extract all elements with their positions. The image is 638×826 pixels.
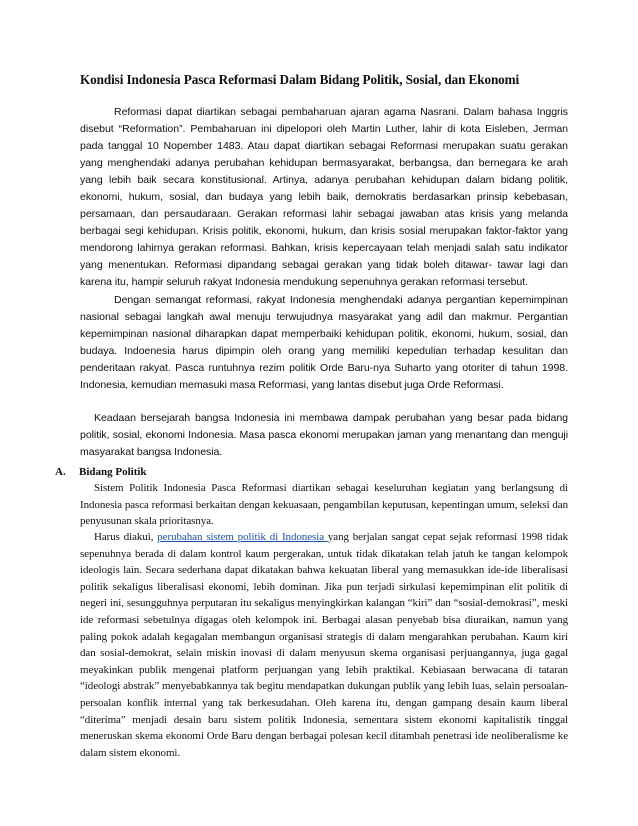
intro-paragraph-1 xyxy=(80,104,568,291)
paragraph-text xyxy=(80,529,568,761)
paragraph-text: Keadaan bersejarah bangsa Indonesia ini membawa dampak perubahan yang besar pada bidang politik, sosial, ekonomi Indonesia. Masa pasca ekonomi merupakan jaman yang menantang dan menguji masyarakat bangsa Indonesia. xyxy=(80,412,568,458)
paragraph-text: Reformasi dapat diartikan sebagai pembaharuan ajaran agama Nasrani. Dalam bahasa Inggris disebut “Reformation”. Pembaharuan ini dipelopori oleh Martin Luther, lahir di kota Eisleben, Jerman pada tanggal 10 Nopember 1483. Atau dapat diartikan sebagai Reformasi merupakan suatu gerakan yang menghendaki adanya perubahan kehidupan bermasyarakat, berbangsa, dan bernegara ke arah yang lebih baik secara konstitusional. Artinya, adanya perubahan kehidupan dalam bidang politik, ekonomi, hukum, sosial, dan budaya yang lebih baik, demokratis berdasarkan prinsip kebebasan, persamaan, dan persaudaraan. Gerakan reformasi lahir sebagai jawaban atas krisis yang melanda berbagai segi kehidupan. Krisis politik, ekonomi, hukum, dan krisis sosial merupakan faktor-faktor yang mendorong lahirnya gerakan reformasi. Bahkan, krisis kepercayaan telah menjadi salah satu indikator yang menentukan. Reformasi dipandang sebagai gerakan yang tidak boleh ditawar- tawar lagi dan karena itu, hampir seluruh rakyat Indonesia mendukung sepenuhnya gerakan reformasi tersebut. xyxy=(80,106,568,288)
section-a-paragraph-2 xyxy=(80,529,568,761)
paragraph-text: Sistem Politik Indonesia Pasca Reformasi diartikan sebagai keseluruhan kegiatan yang berlangsung di Indonesia pasca reformasi berkaitan dengan kekuasaan, pengambilan keputusan, kepentingan umum, seleksi dan penyusunan skala prioritasnya. xyxy=(80,482,568,528)
intro-paragraph-2 xyxy=(80,292,568,394)
intro-paragraph-3 xyxy=(80,410,568,461)
section-a-paragraph-1 xyxy=(80,480,568,530)
paragraph-text: Dengan semangat reformasi, rakyat Indonesia menghendaki adanya pergantian kepemimpinan nasional sebagai langkah awal menuju terwujudnya masyarakat yang adil dan makmur. Pergantian kepemimpinan nasional diharapkan dapat memperbaiki kehidupan politik, ekonomi, hukum, sosial, dan budaya. Indoenesia harus dipimpin oleh orang yang memiliki kepedulian terhadap kesulitan dan penderitaan rakyat. Pasca runtuhnya rezim politik Orde Baru-nya Suharto yang otoriter di tahun 1998. Indonesia, kemudian memasuki masa Reformasi, yang lantas disebut juga Orde Reformasi. xyxy=(80,294,568,391)
link-perubahan-sistem-politik[interactable]: perubahan sistem politik di Indonesia xyxy=(157,531,328,543)
paragraph-rest: yang berjalan sangat cepat sejak reformasi 1998 tidak sepenuhnya berada di dalam kontrol kaum pergerakan, untuk tidak dikatakan telah jatuh ke tangan kelompok ideologis lain. Secara sederhana dapat dikatakan bahwa kekuatan liberal yang memasukkan ide-ide liberalisasi politik sekaligus liberalisasi ekonomi, lebih dominan. Jika pun terjadi sirkulasi kepemimpinan elit politik di negeri ini, sesungguhnya perputaran itu sekaligus menyingkirkan kalangan “kiri” dan “sosial-demokrasi”, meski ide reformasi sebetulnya digagas oleh kelompok ini. Berbagai alasan penyebab bisa diuraikan, namun yang paling pokok adalah kegagalan membangun organisasi strategis di dalam mengarahkan perubahan. Kaum kiri dan sosial-demokrat, selain miskin inovasi di dalam menyusun skema organisasi perjuangannya, juga gagal meyakinkan publik mengenai platform perjuangan yang lebih praktikal. Kebiasaan berwacana di tataran “ideologi abstrak” menyebabkannya tak begitu mendapatkan dukungan publik yang lebih luas, selain persoalan-persoalan konflik internal yang tak berkesudahan. Oleh karena itu, dengan gampang desain kaum liberal “diterima” menjadi desain baru sistem politik Indonesia, sementara sistem ekonomi kapitalistik tinggal meneruskan skema ekonomi Orde Baru dengan berbagai polesan kecil ditambah penetrasi ide neoliberalisme ke dalam sistem ekonomi. xyxy=(80,531,568,759)
paragraph-lead: Harus diakui, xyxy=(94,531,158,543)
section-heading-text: Bidang Politik xyxy=(79,466,147,478)
document-title: Kondisi Indonesia Pasca Reformasi Dalam Bidang Politik, Sosial, dan Ekonomi xyxy=(80,72,520,87)
section-heading-politik xyxy=(55,466,147,478)
section-letter: A. xyxy=(55,466,66,478)
